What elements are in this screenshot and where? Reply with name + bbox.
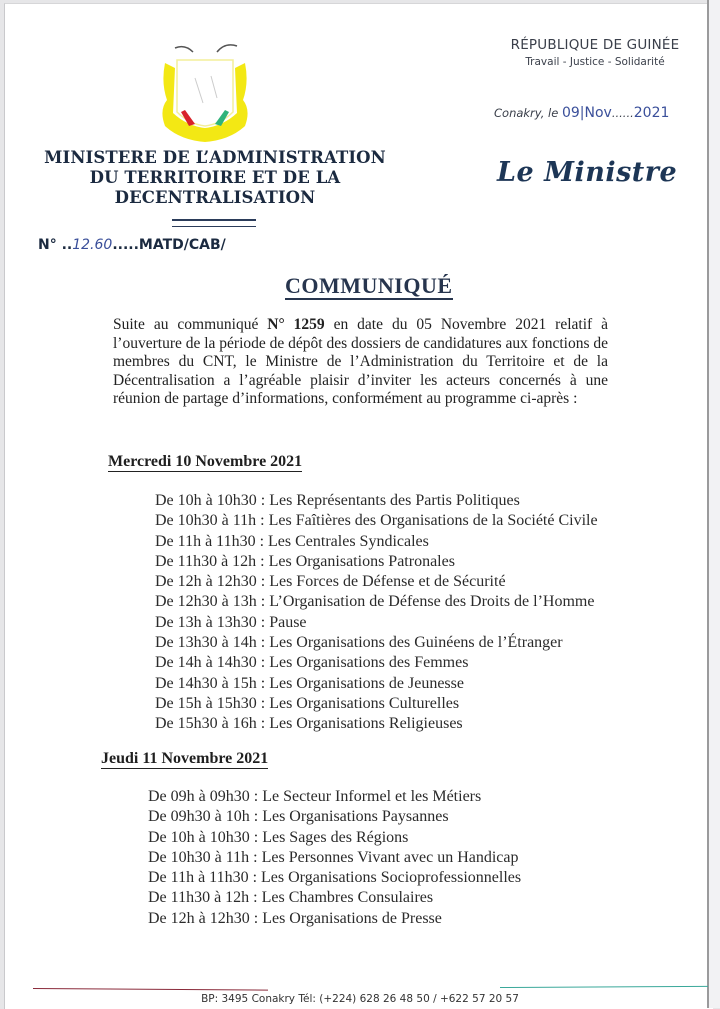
date-month: |Nov xyxy=(579,105,612,121)
reference-prefix: N° .. xyxy=(38,237,73,253)
schedule-list xyxy=(148,787,521,929)
document-title: COMMUNIQUÉ xyxy=(285,273,453,298)
schedule-item: De 13h30 à 14h : Les Organisations des Guinéens de l’Étranger xyxy=(155,634,563,652)
reference-number xyxy=(38,237,226,253)
signature-title: Le Ministre xyxy=(497,157,678,188)
intro-reference: N° 1259 xyxy=(267,316,325,333)
date-year: 2021 xyxy=(633,105,670,121)
ministry-name xyxy=(30,148,400,208)
day-heading: Mercredi 10 Novembre 2021 xyxy=(108,453,303,470)
schedule-item: De 12h30 à 13h : L’Organisation de Défense des Droits de l’Homme xyxy=(155,593,595,611)
schedule-item: De 15h30 à 16h : Les Organisations Religieuses xyxy=(155,715,463,733)
intro-paragraph xyxy=(113,316,608,409)
schedule-item: De 10h30 à 11h : Les Personnes Vivant avec un Handicap xyxy=(148,848,519,866)
ministry-divider xyxy=(172,219,256,227)
reference-suffix: .....MATD/CAB/ xyxy=(112,237,226,253)
footer-contact: BP: 3495 Conakry Tél: (+224) 628 26 48 50 / +622 57 20 57 xyxy=(201,993,519,1005)
schedule-item: De 11h30 à 12h : Les Chambres Consulaires xyxy=(148,889,434,907)
schedule-item: De 11h à 11h30 : Les Organisations Socioprofessionnelles xyxy=(148,869,522,887)
date-line xyxy=(494,105,669,121)
schedule-item: De 14h30 à 15h : Les Organisations de Jeunesse xyxy=(155,674,464,692)
day-heading: Jeudi 11 Novembre 2021 xyxy=(101,750,269,767)
schedule-item: De 14h à 14h30 : Les Organisations des Femmes xyxy=(155,654,469,672)
republic-header xyxy=(480,37,710,68)
guinea-coat-of-arms-icon xyxy=(155,38,255,143)
schedule-item: De 11h30 à 12h : Les Organisations Patronales xyxy=(155,552,455,570)
page-margin xyxy=(709,0,720,1008)
schedule-item: De 11h à 11h30 : Les Centrales Syndicales xyxy=(155,532,429,550)
schedule-item: De 10h30 à 11h : Les Faîtières des Organisations de la Société Civile xyxy=(155,512,598,530)
reference-handwritten: 12.60 xyxy=(72,237,113,253)
schedule-item: De 09h à 09h30 : Le Secteur Informel et les Métiers xyxy=(148,788,482,805)
schedule-item: De 10h à 10h30 : Les Sages des Régions xyxy=(148,828,409,846)
ministry-line: DU TERRITOIRE ET DE LA xyxy=(89,168,341,187)
schedule-item: De 09h30 à 10h : Les Organisations Paysannes xyxy=(148,808,449,826)
date-day: 09 xyxy=(561,105,580,121)
schedule-item: De 12h à 12h30 : Les Forces de Défense et de Sécurité xyxy=(155,573,506,591)
date-dots: ...... xyxy=(611,106,634,120)
date-prefix: Conakry, le xyxy=(494,106,562,120)
republic-title: RÉPUBLIQUE DE GUINÉE xyxy=(510,37,680,53)
republic-motto: Travail - Justice - Solidarité xyxy=(525,56,665,68)
schedule-item: De 12h à 12h30 : Les Organisations de Presse xyxy=(148,909,442,927)
intro-text: Suite au communiqué xyxy=(113,316,268,333)
schedule-item: De 15h à 15h30 : Les Organisations Culturelles xyxy=(155,694,460,712)
schedule-list xyxy=(155,491,598,735)
ministry-line: DECENTRALISATION xyxy=(114,188,316,207)
intro-text: en date du 05 Novembre 2021 relatif à l’ouverture de la période de dépôt des dossiers de candidatures aux fonctions de membres du CNT, le Ministre de l’Administration du Territoire et de la Décentralisation a l’agréable plaisir d’inviter les acteurs concernés à une réunion de partage d’informations, conformément au programme ci-après : xyxy=(113,316,609,407)
ministry-line: MINISTERE DE L’ADMINISTRATION xyxy=(44,148,386,167)
schedule-item: De 13h à 13h30 : Pause xyxy=(155,613,307,631)
schedule-item: De 10h à 10h30 : Les Représentants des Partis Politiques xyxy=(155,492,520,509)
